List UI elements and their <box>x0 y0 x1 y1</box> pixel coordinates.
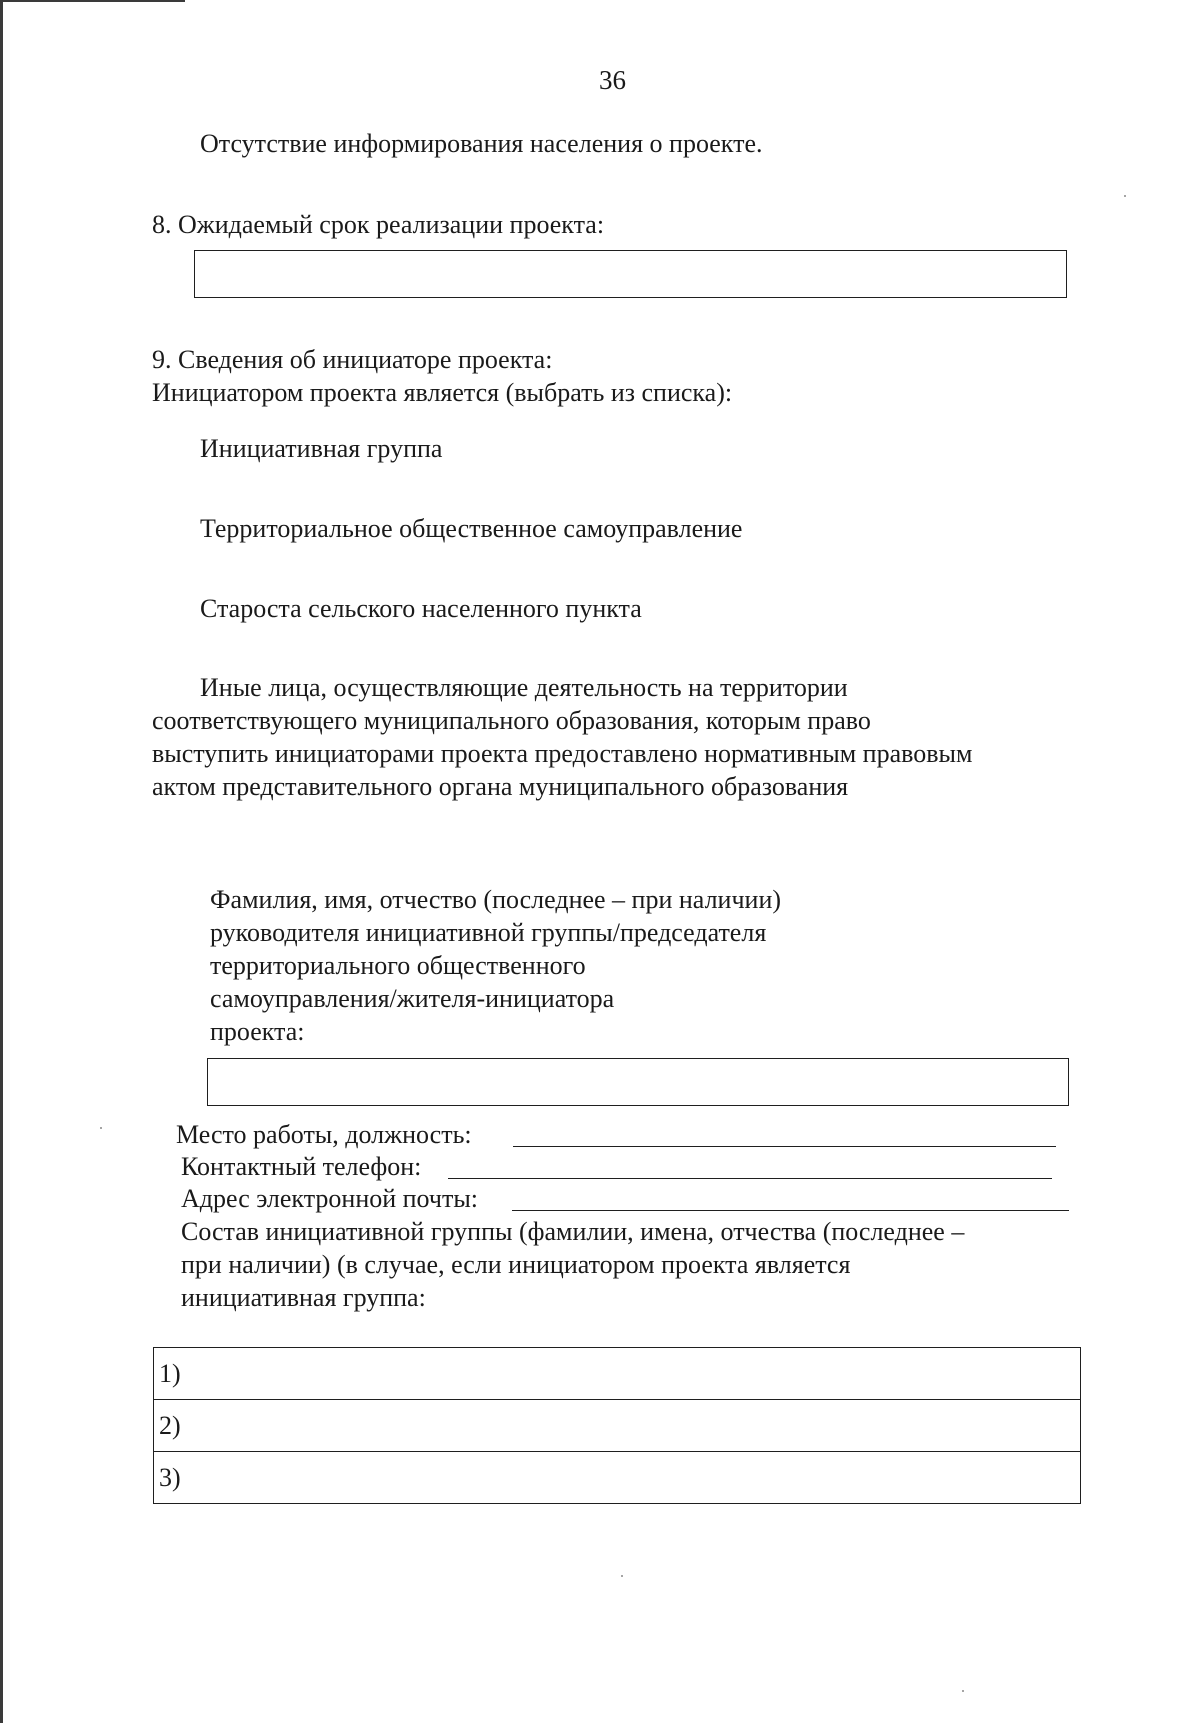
phone-input-line[interactable] <box>448 1178 1052 1179</box>
email-label: Адрес электронной почты: <box>181 1184 479 1213</box>
implementation-term-field[interactable] <box>194 250 1067 298</box>
leader-label-line: территориального общественного <box>210 951 586 980</box>
other-persons-line: соответствующего муниципального образования, которым право <box>152 706 871 735</box>
leader-label-line: проекта: <box>210 1017 305 1046</box>
workplace-input-line[interactable] <box>513 1146 1056 1147</box>
leader-label-line: самоуправления/жителя-инициатора <box>210 984 615 1013</box>
leader-label-line: Фамилия, имя, отчество (последнее – при наличии) <box>210 885 782 914</box>
leader-label-line: руководителя инициативной группы/председателя <box>210 918 767 947</box>
item-8-heading: 8. Ожидаемый срок реализации проекта: <box>152 210 605 239</box>
workplace-label: Место работы, должность: <box>176 1120 472 1149</box>
other-persons-line: актом представительного органа муниципального образования <box>152 772 849 801</box>
group-members-table <box>153 1347 1081 1504</box>
page-number: 36 <box>599 65 626 95</box>
email-input-line[interactable] <box>512 1210 1069 1211</box>
initiator-option[interactable]: Территориальное общественное самоуправление <box>200 514 743 543</box>
group-composition-line: при наличии) (в случае, если инициатором проекта является <box>181 1250 851 1279</box>
scan-speck <box>1124 195 1126 197</box>
group-composition-line: инициативная группа: <box>181 1283 426 1312</box>
table-row[interactable] <box>154 1348 1081 1400</box>
table-row[interactable] <box>154 1400 1081 1452</box>
initiator-option[interactable]: Староста сельского населенного пункта <box>200 594 642 623</box>
leader-name-field[interactable] <box>207 1058 1069 1106</box>
initiator-option[interactable]: Инициативная группа <box>200 434 443 463</box>
other-persons-line: Иные лица, осуществляющие деятельность на территории <box>200 673 848 702</box>
other-persons-line: выступить инициаторами проекта предоставлено нормативным правовым <box>152 739 973 768</box>
initiator-prompt: Инициатором проекта является (выбрать из списка): <box>152 378 733 407</box>
group-member-cell[interactable]: 1) <box>154 1348 1081 1400</box>
group-member-cell[interactable]: 3) <box>154 1452 1081 1504</box>
phone-label: Контактный телефон: <box>181 1152 422 1181</box>
scan-edge <box>0 0 3 1723</box>
item-9-heading: 9. Сведения об инициаторе проекта: <box>152 345 553 374</box>
scan-speck <box>100 1127 102 1129</box>
no-info-line: Отсутствие информирования населения о проекте. <box>200 129 763 158</box>
scan-speck <box>962 1690 964 1692</box>
group-member-cell[interactable]: 2) <box>154 1400 1081 1452</box>
table-row[interactable] <box>154 1452 1081 1504</box>
scan-edge-top <box>0 0 185 2</box>
scan-speck <box>621 1575 623 1577</box>
group-composition-line: Состав инициативной группы (фамилии, имена, отчества (последнее – <box>181 1217 965 1246</box>
